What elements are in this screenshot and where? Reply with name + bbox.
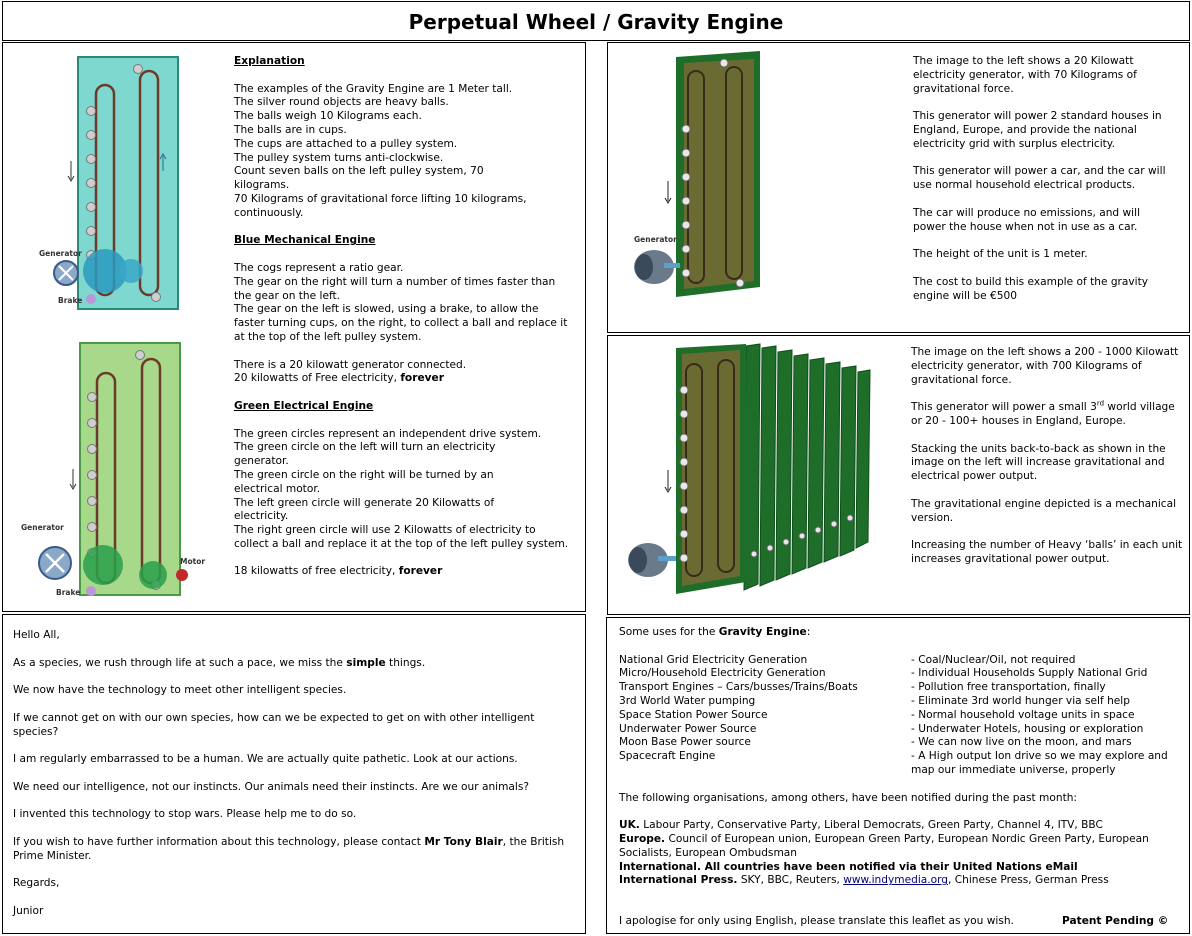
indymedia-link[interactable]: www.indymedia.org [843, 874, 948, 887]
letter-paragraph: I am regularly embarrassed to be a human. We are actually quite pathetic. Look at our actions. [13, 753, 518, 766]
explanation-line: The examples of the Gravity Engine are 1 Meter tall. [234, 82, 513, 95]
explanation-line: The balls are in cups. [234, 123, 347, 136]
notified-international: International. All countries have been notified via their United Nations eMail [619, 860, 1078, 873]
notified-intro: The following organisations, among others, have been notified during the past month: [619, 791, 1078, 804]
green-engine-heading: Green Electrical Engine [234, 399, 374, 412]
blue-engine-line: The gear on the left is slowed, using a brake, to allow the faster turning cups, on the right, to collect a ball and replace it at the top of the left pulley system. [234, 303, 568, 343]
notified-europe: Europe. Council of European union, European Green Party, European Nordic Green Party, European Socialists, European Ombudsman [619, 832, 1149, 859]
letter-paragraph: I invented this technology to stop wars. Please help me to do so. [13, 808, 357, 821]
panel-stacked-paragraph: Stacking the units back-to-back as shown in the image on the left will increase gravitational and electrical power output. [911, 442, 1166, 483]
panel-stacked-paragraph: This generator will power a small 3rd world village or 20 - 100+ houses in England, Europe. [911, 399, 1175, 427]
green-engine-line: The green circle on the left will turn an electricity generator. [234, 441, 496, 468]
green-engine-line: The left green circle will generate 20 Kilowatts of electricity. [234, 496, 495, 523]
generator-label: Generator [21, 523, 64, 532]
notified-uk: UK. Labour Party, Conservative Party, Liberal Democrats, Green Party, Channel 4, ITV, BBC [619, 819, 1103, 832]
uses-text [619, 626, 1183, 888]
explanation-line: The balls weigh 10 Kilograms each. [234, 110, 422, 123]
panel-stacked-paragraph: The image on the left shows a 200 - 1000 Kilowatt electricity generator, with 700 Kilograms of gravitational force. [911, 346, 1179, 386]
blue-engine-heading: Blue Mechanical Engine [234, 234, 376, 247]
panel-stacked-paragraph: Increasing the number of Heavy ‘balls’ in each unit increases gravitational power output. [911, 539, 1183, 565]
uses-row: Spacecraft Engine - A High output Ion drive so we may explore and map our immediate universe, properly [619, 750, 1168, 776]
green-engine-line: The green circle on the right will be turned by an electrical motor. [234, 468, 494, 495]
explanation-heading: Explanation [234, 55, 305, 67]
panel-20kw-paragraph: This generator will power 2 standard houses in England, Europe, and provide the national electricity grid with surplus electricity. [913, 110, 1162, 150]
letter-paragraph: If you wish to have further information about this technology, please contact Mr Tony Blair, the British Prime Minister. [13, 835, 565, 862]
letter-paragraph: We now have the technology to meet other intelligent species. [13, 684, 347, 697]
letter-paragraph: If we cannot get on with our own species, how can we be expected to get on with other intelligent species? [13, 711, 535, 738]
generator-label: Generator [39, 249, 82, 258]
brake-icon [86, 586, 96, 596]
blue-engine-free-line: 20 kilowatts of Free electricity, forever [234, 372, 444, 385]
panel-20kw-paragraph: This generator will power a car, and the car will use normal household electrical products. [913, 165, 1166, 192]
generator-label: Generator [634, 235, 677, 244]
uses-row: National Grid Electricity Generation - Coal/Nuclear/Oil, not required [619, 653, 1076, 666]
uses-row: Moon Base Power source - We can now live on the moon, and mars [619, 736, 1132, 749]
right-gear [119, 259, 143, 283]
blue-mechanical-engine-diagram [33, 51, 213, 315]
explanation-panel [2, 42, 586, 612]
explanation-line: The silver round objects are heavy balls. [234, 96, 449, 109]
uses-intro: Some uses for the Gravity Engine: [619, 626, 811, 638]
uses-row: Space Station Power Source - Normal household voltage units in space [619, 708, 1135, 721]
page-title: Perpetual Wheel / Gravity Engine [2, 1, 1190, 41]
motor-label: Motor [180, 557, 206, 566]
panel-stacked-text [911, 346, 1183, 567]
panel-20kw-paragraph: The image to the left shows a 20 Kilowatt electricity generator, with 70 Kilograms of gravitational force. [913, 55, 1137, 95]
letter-paragraph: We need our intelligence, not our instincts. Our animals need their instincts. Are we our animals? [13, 780, 529, 793]
panel-stacked-paragraph: The gravitational engine depicted is a mechanical version. [911, 497, 1177, 524]
green-engine-line: The green circles represent an independent drive system. [234, 427, 542, 440]
brake-icon [86, 294, 96, 304]
explanation-line: 70 Kilograms of gravitational force lifting 10 kilograms, continuously. [234, 192, 527, 219]
panel-20kw-paragraph: The height of the unit is 1 meter. [913, 248, 1088, 261]
letter-paragraph: As a species, we rush through life at such a pace, we miss the simple things. [13, 656, 426, 669]
explanation-line: The pulley system turns anti-clockwise. [234, 151, 444, 164]
green-engine-free-line: 18 kilowatts of free electricity, forever [234, 565, 443, 578]
panel-20kw-text [913, 55, 1175, 303]
panel-20kw-paragraph: The cost to build this example of the gravity engine will be €500 [913, 275, 1149, 302]
notified-press: International Press. SKY, BBC, Reuters, www.indymedia.org, Chinese Press, German Press [619, 874, 1109, 887]
single-unit-image [624, 51, 774, 301]
explanation-line: Count seven balls on the left pulley system, 70 kilograms. [234, 165, 484, 192]
panel-20kw-unit [607, 42, 1190, 333]
panel-stacked-units [607, 335, 1190, 615]
stacked-units-image [618, 342, 876, 600]
apology-text: I apologise for only using English, please translate this leaflet as you wish. [619, 915, 1014, 927]
explanation-text [234, 55, 574, 579]
uses-row: Micro/Household Electricity Generation - Individual Households Supply National Grid [619, 667, 1148, 680]
blue-engine-line: The gear on the right will turn a number of times faster than the gear on the left. [234, 275, 556, 302]
uses-panel [606, 617, 1190, 934]
blue-engine-line: The cogs represent a ratio gear. [234, 261, 404, 274]
left-green-circle [83, 545, 123, 585]
motor-icon [176, 569, 188, 581]
blue-engine-generator-line: There is a 20 kilowatt generator connected. [234, 358, 467, 371]
letter-text [13, 629, 579, 919]
patent-pending: Patent Pending © [1062, 915, 1169, 927]
uses-row: Transport Engines – Cars/busses/Trains/Boats - Pollution free transportation, finally [619, 681, 1106, 694]
letter-greeting: Hello All, [13, 629, 60, 641]
brake-label: Brake [56, 588, 81, 597]
brake-label: Brake [58, 296, 83, 305]
uses-row: Underwater Power Source - Underwater Hotels, housing or exploration [619, 722, 1144, 735]
explanation-line: The cups are attached to a pulley system. [234, 137, 458, 150]
panel-20kw-paragraph: The car will produce no emissions, and will power the house when not in use as a car. [913, 206, 1141, 233]
letter-panel [2, 614, 586, 934]
right-green-circle [139, 561, 167, 589]
letter-signature: Junior [13, 904, 44, 917]
letter-closing: Regards, [13, 877, 60, 890]
uses-row: 3rd World Water pumping - Eliminate 3rd world hunger via self help [619, 694, 1130, 707]
green-engine-line: The right green circle will use 2 Kilowatts of electricity to collect a ball and replace it at the top of the left pulley system. [234, 524, 569, 550]
